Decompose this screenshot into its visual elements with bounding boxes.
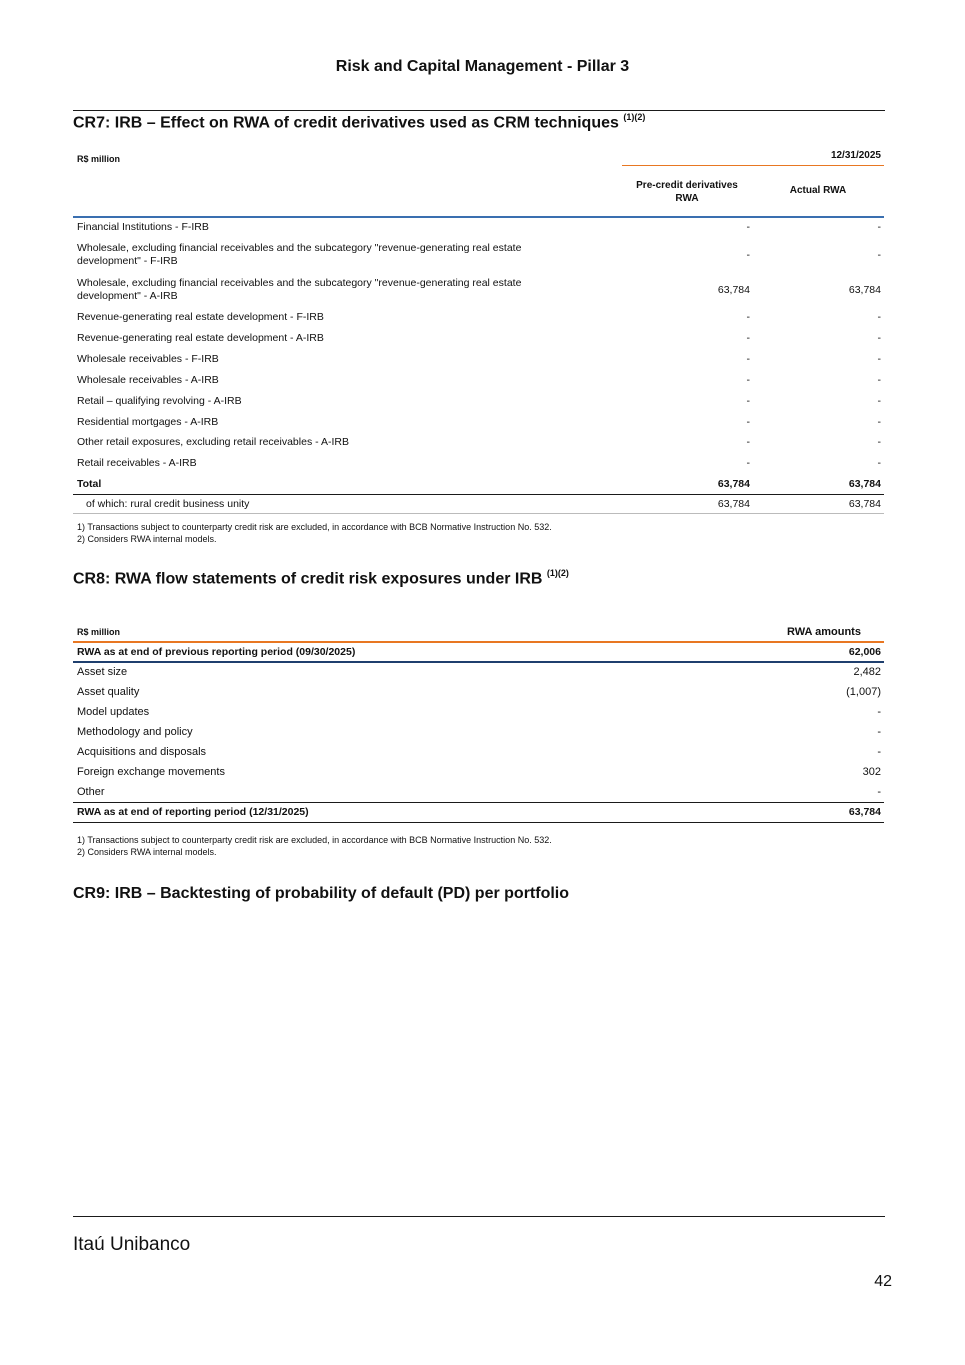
cr8-row-value: (1,007) <box>846 686 881 698</box>
cr7-col-actual-header: Actual RWA <box>789 185 847 196</box>
cr8-row-label: Asset size <box>77 666 128 678</box>
cr7-ofwhich-pre: 63,784 <box>717 498 750 510</box>
cr7-title-superscript: (1)(2) <box>623 112 646 122</box>
cr7-bottom-divider <box>73 513 884 514</box>
cr8-row-value: 302 <box>862 766 881 778</box>
cr8-unit-label: R$ million <box>77 627 121 637</box>
cr7-col-pre-line1: Pre-credit derivatives <box>636 180 738 191</box>
cr7-row-actual-value: - <box>877 457 881 469</box>
cr7-row-pre-value: - <box>746 416 750 428</box>
cr7-total-label: Total <box>77 478 102 490</box>
cr7-total-divider <box>73 494 884 495</box>
cr8-footnote-2: 2) Considers RWA internal models. <box>77 847 217 857</box>
cr7-row-pre-value: - <box>746 374 750 386</box>
cr7-footnote-2: 2) Considers RWA internal models. <box>77 534 217 544</box>
cr8-row-value: - <box>877 746 881 758</box>
cr8-col-header: RWA amounts <box>787 626 861 638</box>
cr8-opening-label: RWA as at end of previous reporting period (09/30/2025) <box>77 646 356 658</box>
cr8-row-label: Methodology and policy <box>77 726 193 738</box>
cr7-row-pre-value: - <box>746 395 750 407</box>
cr8-closing-value: 63,784 <box>848 806 881 818</box>
cr8-closing-divider-bottom <box>73 822 884 823</box>
cr7-row-pre-value: - <box>746 332 750 344</box>
page-number: 42 <box>874 1273 892 1290</box>
cr8-opening-value: 62,006 <box>848 646 881 658</box>
cr8-title <box>73 569 569 588</box>
cr7-col-pre-line2: RWA <box>675 193 699 204</box>
cr7-row-label: Wholesale receivables - A-IRB <box>77 374 219 386</box>
cr7-row-actual-value: - <box>877 249 881 261</box>
cr8-title-text: CR8: RWA flow statements of credit risk exposures under IRB <box>73 570 543 588</box>
header-divider <box>73 110 885 111</box>
cr7-blue-divider <box>73 216 884 218</box>
cr7-ofwhich-actual: 63,784 <box>848 498 881 510</box>
cr7-row-pre-value: - <box>746 457 750 469</box>
cr8-row-label: Asset quality <box>77 686 140 698</box>
cr8-row-label: Model updates <box>77 706 150 718</box>
cr7-row-label: Wholesale, excluding financial receivables and the subcategory "revenue-generating real estate development" - A-IRB <box>77 277 522 302</box>
cr7-row-actual-value: - <box>877 416 881 428</box>
cr8-closing-divider-top <box>73 802 884 803</box>
cr7-row-label: Wholesale, excluding financial receivables and the subcategory "revenue-generating real estate development" - F-IRB <box>77 242 522 267</box>
cr7-ofwhich-label: of which: rural credit business unity <box>86 498 250 510</box>
cr8-row-label: Acquisitions and disposals <box>77 746 207 758</box>
cr7-row-pre-value: 63,784 <box>717 284 750 296</box>
cr8-title-superscript: (1)(2) <box>546 568 569 578</box>
cr7-unit-label: R$ million <box>77 154 121 164</box>
cr9-title: CR9: IRB – Backtesting of probability of default (PD) per portfolio <box>73 885 570 902</box>
cr8-row-label: Other <box>77 786 105 798</box>
cr7-row-actual-value: - <box>877 436 881 448</box>
cr7-row-actual-value: - <box>877 221 881 233</box>
cr8-footnote-1: 1) Transactions subject to counterparty credit risk are excluded, in accordance with BCB Normative Instruction No. 532. <box>77 835 552 845</box>
cr7-row-label: Revenue-generating real estate development - F-IRB <box>77 311 324 323</box>
footer-brand: Itaú Unibanco <box>73 1234 191 1255</box>
cr8-closing-label: RWA as at end of reporting period (12/31/2025) <box>77 806 309 818</box>
cr7-row-actual-value: - <box>877 332 881 344</box>
cr7-row-actual-value: - <box>877 353 881 365</box>
cr7-total-pre: 63,784 <box>717 478 750 490</box>
cr8-row-value: - <box>877 726 881 738</box>
cr8-row-value: - <box>877 706 881 718</box>
cr8-row-value: 2,482 <box>853 666 881 678</box>
cr7-row-actual-value: 63,784 <box>848 284 881 296</box>
cr7-row-pre-value: - <box>746 353 750 365</box>
cr7-total-actual: 63,784 <box>848 478 881 490</box>
cr8-blue-divider <box>73 661 884 663</box>
cr7-orange-divider <box>622 165 884 166</box>
cr7-row-label: Other retail exposures, excluding retail receivables - A-IRB <box>77 436 349 448</box>
cr8-orange-divider <box>73 641 884 643</box>
cr7-title <box>73 113 645 132</box>
cr7-row-pre-value: - <box>746 436 750 448</box>
cr7-row-label: Revenue-generating real estate development - A-IRB <box>77 332 324 344</box>
cr7-row-label: Retail receivables - A-IRB <box>77 457 197 469</box>
cr7-footnote-1: 1) Transactions subject to counterparty credit risk are excluded, in accordance with BCB Normative Instruction No. 532. <box>77 522 552 532</box>
cr8-row-label: Foreign exchange movements <box>77 766 225 778</box>
cr8-row-value: - <box>877 786 881 798</box>
cr7-title-text: CR7: IRB – Effect on RWA of credit derivatives used as CRM techniques <box>73 114 619 132</box>
cr7-date-label: 12/31/2025 <box>830 150 881 161</box>
cr7-row-actual-value: - <box>877 374 881 386</box>
cr7-row-pre-value: - <box>746 249 750 261</box>
cr7-row-label: Wholesale receivables - F-IRB <box>77 353 219 365</box>
cr7-row-label: Retail – qualifying revolving - A-IRB <box>77 395 242 407</box>
footer-divider <box>73 1216 885 1217</box>
cr7-row-pre-value: - <box>746 221 750 233</box>
cr7-row-actual-value: - <box>877 395 881 407</box>
page-title: Risk and Capital Management - Pillar 3 <box>335 58 630 75</box>
cr7-row-pre-value: - <box>746 311 750 323</box>
cr7-col-pre-header <box>622 179 752 205</box>
cr7-row-label: Residential mortgages - A-IRB <box>77 416 219 428</box>
cr7-row-label: Financial Institutions - F-IRB <box>77 221 209 233</box>
cr7-row-actual-value: - <box>877 311 881 323</box>
